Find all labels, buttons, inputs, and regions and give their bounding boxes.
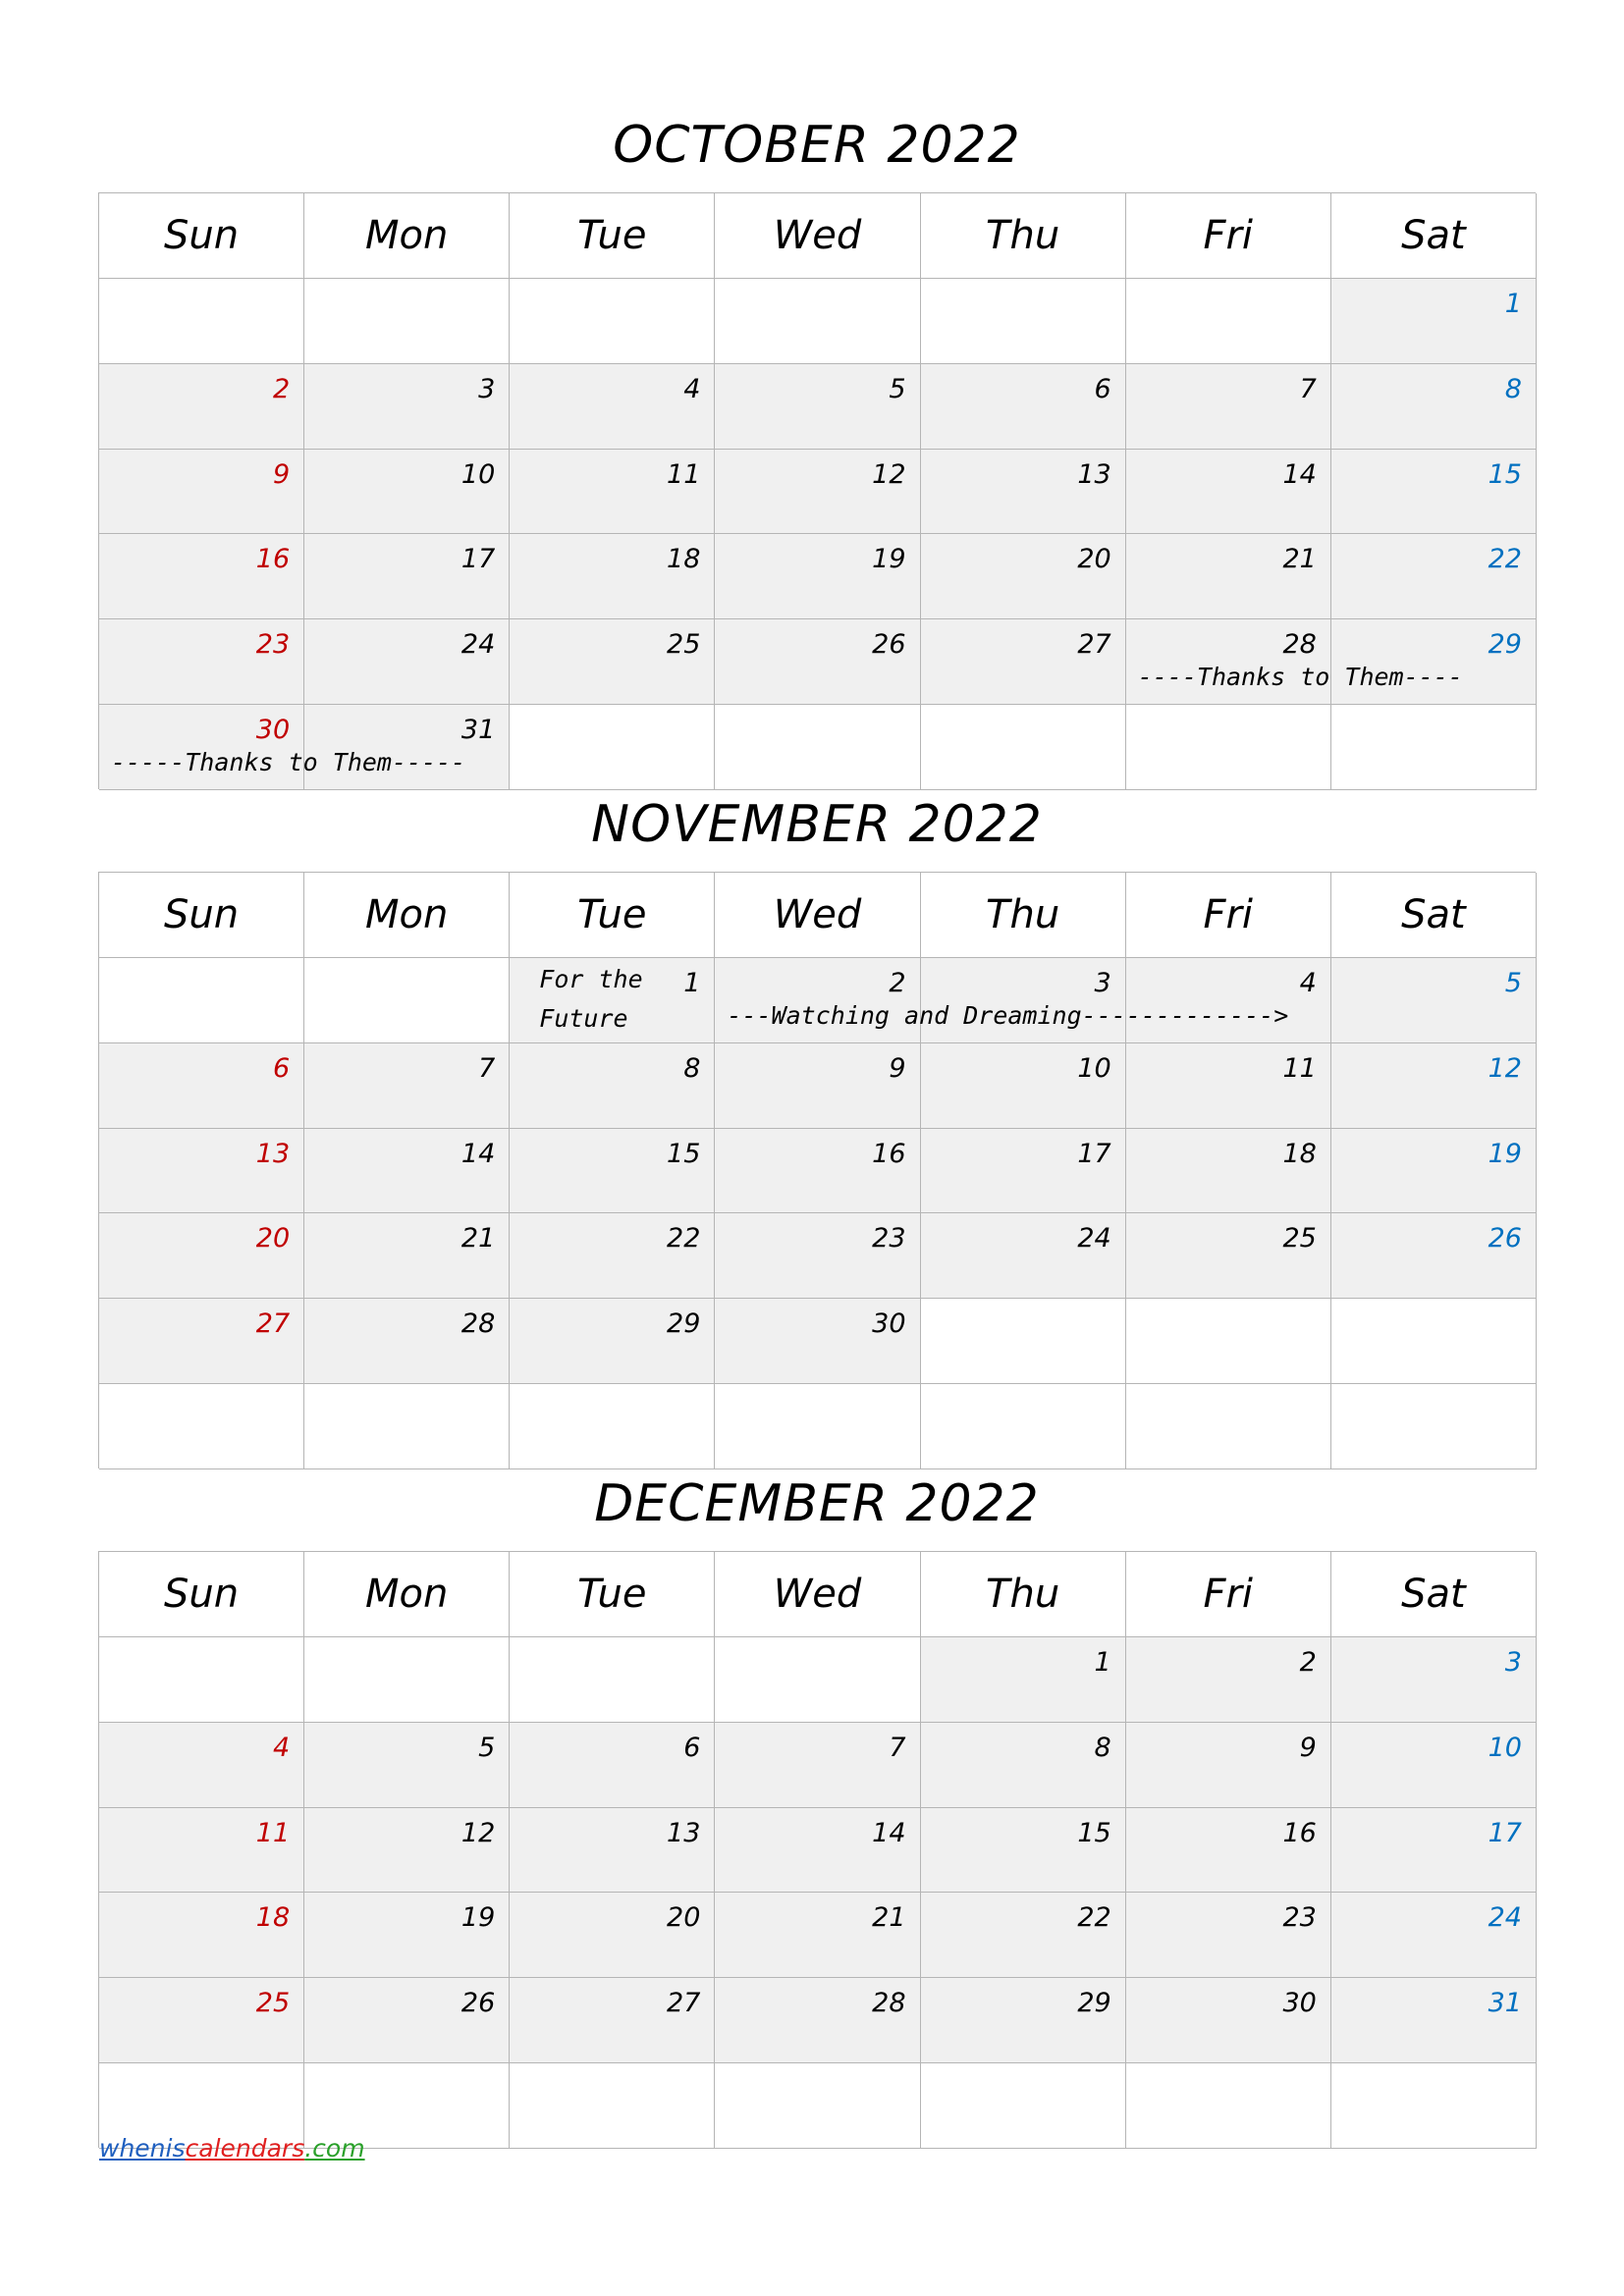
weekday-header-sat: Sat xyxy=(1331,1552,1537,1637)
month-title: DECEMBER 2022 xyxy=(594,1474,1040,1533)
day-number: 7 xyxy=(1299,373,1317,404)
day-cell[interactable] xyxy=(510,1808,715,1894)
day-cell[interactable] xyxy=(99,1978,304,2063)
day-cell[interactable] xyxy=(1331,1808,1537,1894)
day-cell[interactable] xyxy=(304,1129,510,1214)
month-grid xyxy=(98,1551,1536,2148)
day-cell[interactable] xyxy=(715,279,920,364)
day-cell[interactable] xyxy=(510,1043,715,1129)
day-number: 4 xyxy=(683,373,701,404)
day-cell[interactable] xyxy=(510,705,715,790)
day-cell[interactable] xyxy=(99,279,304,364)
weekday-header-fri: Fri xyxy=(1126,193,1331,279)
month-title: NOVEMBER 2022 xyxy=(591,795,1043,854)
day-cell[interactable] xyxy=(510,1129,715,1214)
day-number: 7 xyxy=(889,1732,906,1763)
day-cell[interactable] xyxy=(921,1893,1126,1978)
day-cell[interactable] xyxy=(304,1213,510,1299)
day-number: 11 xyxy=(1282,1052,1317,1084)
day-cell[interactable] xyxy=(99,1893,304,1978)
day-cell[interactable] xyxy=(1126,450,1331,535)
day-cell[interactable] xyxy=(304,1893,510,1978)
day-number: 5 xyxy=(478,1732,496,1763)
day-number: 26 xyxy=(1488,1223,1522,1255)
day-cell[interactable] xyxy=(1331,279,1537,364)
day-cell[interactable] xyxy=(1331,1978,1537,2063)
day-number: 16 xyxy=(255,544,291,575)
day-number: 24 xyxy=(1077,1223,1111,1255)
day-cell[interactable] xyxy=(1126,1299,1331,1384)
day-number: 3 xyxy=(1504,1647,1522,1678)
day-number: 14 xyxy=(872,1817,906,1848)
day-cell[interactable] xyxy=(921,1213,1126,1299)
day-cell[interactable] xyxy=(715,1043,920,1129)
weekday-header-sat: Sat xyxy=(1331,193,1537,279)
day-cell[interactable] xyxy=(304,1384,510,1469)
day-number: 26 xyxy=(872,629,906,661)
day-number: 23 xyxy=(1282,1902,1317,1934)
day-number: 7 xyxy=(478,1052,496,1084)
day-number: 13 xyxy=(667,1817,701,1848)
day-cell[interactable] xyxy=(304,279,510,364)
day-number: 8 xyxy=(1504,373,1522,404)
day-number: 2 xyxy=(1299,1647,1317,1678)
day-cell[interactable] xyxy=(99,450,304,535)
day-number: 24 xyxy=(1488,1902,1522,1934)
day-number: 18 xyxy=(255,1902,291,1934)
weekday-header-wed: Wed xyxy=(715,193,920,279)
day-number: 12 xyxy=(872,458,906,490)
day-cell[interactable] xyxy=(304,364,510,450)
day-cell[interactable] xyxy=(1331,1299,1537,1384)
day-number: 6 xyxy=(683,1732,701,1763)
day-cell[interactable] xyxy=(715,1978,920,2063)
day-cell[interactable] xyxy=(715,450,920,535)
day-cell[interactable] xyxy=(304,958,510,1043)
day-cell[interactable] xyxy=(921,1043,1126,1129)
day-number: 10 xyxy=(1488,1732,1522,1763)
day-cell[interactable] xyxy=(510,364,715,450)
day-number: 13 xyxy=(255,1138,291,1169)
day-number: 21 xyxy=(872,1902,906,1934)
day-number: 5 xyxy=(889,373,906,404)
day-cell[interactable] xyxy=(1126,534,1331,619)
day-number: 19 xyxy=(460,1902,496,1934)
day-cell[interactable] xyxy=(99,1213,304,1299)
day-cell[interactable] xyxy=(510,1723,715,1808)
day-cell[interactable] xyxy=(715,1299,920,1384)
weekday-header-mon: Mon xyxy=(304,1552,510,1637)
day-cell[interactable] xyxy=(1126,364,1331,450)
month-grid xyxy=(98,192,1536,789)
day-cell[interactable] xyxy=(921,1978,1126,2063)
day-number: 27 xyxy=(255,1308,291,1340)
day-number: 8 xyxy=(1094,1732,1111,1763)
day-cell[interactable] xyxy=(1331,1723,1537,1808)
day-number: 2 xyxy=(272,373,291,404)
day-number: 27 xyxy=(1077,629,1111,661)
day-cell[interactable] xyxy=(1331,1893,1537,1978)
day-cell[interactable] xyxy=(99,1808,304,1894)
day-cell[interactable] xyxy=(99,1384,304,1469)
day-cell[interactable] xyxy=(921,1129,1126,1214)
day-number: 12 xyxy=(460,1817,496,1848)
day-number: 30 xyxy=(1282,1988,1317,2019)
day-number: 9 xyxy=(889,1052,906,1084)
day-number: 2 xyxy=(889,968,906,998)
month-title: OCTOBER 2022 xyxy=(613,116,1021,175)
day-number: 29 xyxy=(667,1308,701,1340)
day-cell[interactable] xyxy=(715,1893,920,1978)
day-number: 20 xyxy=(667,1902,701,1934)
day-number: 20 xyxy=(255,1223,291,1255)
day-cell[interactable] xyxy=(510,1978,715,2063)
day-cell[interactable] xyxy=(921,279,1126,364)
day-number: 15 xyxy=(1488,458,1522,490)
day-number: 19 xyxy=(1488,1138,1522,1169)
day-cell[interactable] xyxy=(1126,1384,1331,1469)
day-cell[interactable] xyxy=(304,1043,510,1129)
day-cell[interactable] xyxy=(921,1808,1126,1894)
day-cell[interactable] xyxy=(99,1637,304,1723)
day-number: 4 xyxy=(1299,968,1317,998)
day-cell[interactable] xyxy=(715,1723,920,1808)
day-cell[interactable] xyxy=(1331,364,1537,450)
day-cell[interactable] xyxy=(304,1299,510,1384)
day-number: 27 xyxy=(667,1988,701,2019)
day-cell[interactable] xyxy=(1331,1213,1537,1299)
day-cell[interactable] xyxy=(715,534,920,619)
day-number: 22 xyxy=(667,1223,701,1255)
day-cell[interactable] xyxy=(1331,2063,1537,2149)
day-number: 8 xyxy=(683,1052,701,1084)
day-number: 6 xyxy=(1094,373,1111,404)
day-cell[interactable] xyxy=(1126,1213,1331,1299)
day-number: 9 xyxy=(1299,1732,1317,1763)
weekday-header-thu: Thu xyxy=(921,1552,1126,1637)
day-cell[interactable] xyxy=(99,619,304,705)
site-link[interactable] xyxy=(99,2134,365,2163)
day-cell[interactable] xyxy=(510,619,715,705)
day-number: 1 xyxy=(1094,1647,1111,1678)
weekday-header-fri: Fri xyxy=(1126,873,1331,958)
weekday-header-thu: Thu xyxy=(921,193,1126,279)
day-number: 19 xyxy=(872,544,906,575)
day-number: 23 xyxy=(255,629,291,661)
day-number: 21 xyxy=(1282,544,1317,575)
day-cell[interactable] xyxy=(1126,1978,1331,2063)
day-cell[interactable] xyxy=(921,364,1126,450)
day-cell[interactable] xyxy=(510,2063,715,2149)
weekday-header-sun: Sun xyxy=(99,193,304,279)
day-cell[interactable] xyxy=(1331,534,1537,619)
weekday-header-tue: Tue xyxy=(510,193,715,279)
day-cell[interactable] xyxy=(715,1129,920,1214)
day-cell[interactable] xyxy=(1126,279,1331,364)
day-number: 4 xyxy=(272,1732,291,1763)
day-cell[interactable] xyxy=(921,1637,1126,1723)
weekday-header-mon: Mon xyxy=(304,193,510,279)
day-cell[interactable] xyxy=(304,619,510,705)
day-cell[interactable] xyxy=(304,1978,510,2063)
day-number: 1 xyxy=(683,968,701,998)
calendar-note: For the Future xyxy=(539,965,643,1033)
day-number: 25 xyxy=(1282,1223,1317,1255)
day-cell[interactable] xyxy=(510,1384,715,1469)
day-cell[interactable] xyxy=(1331,1043,1537,1129)
day-number: 5 xyxy=(1504,968,1522,998)
day-number: 14 xyxy=(460,1138,496,1169)
day-cell[interactable] xyxy=(510,279,715,364)
day-number: 17 xyxy=(1488,1817,1522,1848)
day-cell[interactable] xyxy=(921,619,1126,705)
month-grid xyxy=(98,872,1536,1468)
day-cell[interactable] xyxy=(921,2063,1126,2149)
day-cell[interactable] xyxy=(304,1723,510,1808)
weekday-header-mon: Mon xyxy=(304,873,510,958)
day-cell[interactable] xyxy=(99,534,304,619)
weekday-header-wed: Wed xyxy=(715,1552,920,1637)
day-cell[interactable] xyxy=(1331,1384,1537,1469)
day-cell[interactable] xyxy=(715,705,920,790)
weekday-header-tue: Tue xyxy=(510,1552,715,1637)
site-link-part: .com xyxy=(304,2134,365,2163)
day-cell[interactable] xyxy=(1126,705,1331,790)
day-number: 25 xyxy=(667,629,701,661)
day-cell[interactable] xyxy=(99,1723,304,1808)
day-cell[interactable] xyxy=(510,1299,715,1384)
day-number: 30 xyxy=(255,715,291,745)
site-link-part: calendars xyxy=(185,2134,305,2163)
day-number: 26 xyxy=(460,1988,496,2019)
day-cell[interactable] xyxy=(1331,705,1537,790)
day-cell[interactable] xyxy=(1126,1043,1331,1129)
day-cell[interactable] xyxy=(715,1213,920,1299)
day-cell[interactable] xyxy=(304,534,510,619)
day-number: 17 xyxy=(460,544,496,575)
day-cell[interactable] xyxy=(510,450,715,535)
day-number: 10 xyxy=(1077,1052,1111,1084)
day-cell[interactable] xyxy=(921,450,1126,535)
day-cell[interactable] xyxy=(715,1637,920,1723)
day-number: 10 xyxy=(460,458,496,490)
day-cell[interactable] xyxy=(99,364,304,450)
day-cell[interactable] xyxy=(99,1299,304,1384)
day-number: 15 xyxy=(667,1138,701,1169)
day-cell[interactable] xyxy=(1126,1723,1331,1808)
calendar-note: ---Watching and Dreaming-------------> xyxy=(727,1001,1289,1030)
day-number: 23 xyxy=(872,1223,906,1255)
day-cell[interactable] xyxy=(510,1213,715,1299)
day-number: 28 xyxy=(1282,629,1317,661)
day-number: 22 xyxy=(1488,544,1522,575)
day-number: 1 xyxy=(1504,289,1522,319)
day-cell[interactable] xyxy=(921,705,1126,790)
day-number: 11 xyxy=(255,1817,291,1848)
day-cell[interactable] xyxy=(1331,1637,1537,1723)
weekday-header-sun: Sun xyxy=(99,873,304,958)
day-number: 22 xyxy=(1077,1902,1111,1934)
day-cell[interactable] xyxy=(921,1384,1126,1469)
day-number: 28 xyxy=(460,1308,496,1340)
day-number: 25 xyxy=(255,1988,291,2019)
calendar-note: -----Thanks to Them----- xyxy=(111,748,466,776)
day-number: 18 xyxy=(1282,1138,1317,1169)
day-cell[interactable] xyxy=(715,619,920,705)
day-cell[interactable] xyxy=(921,1723,1126,1808)
day-number: 28 xyxy=(872,1988,906,2019)
site-link-part: whenis xyxy=(99,2134,186,2163)
day-cell[interactable] xyxy=(99,1129,304,1214)
day-cell[interactable] xyxy=(1126,1637,1331,1723)
day-number: 20 xyxy=(1077,544,1111,575)
weekday-header-fri: Fri xyxy=(1126,1552,1331,1637)
day-cell[interactable] xyxy=(304,1637,510,1723)
day-cell[interactable] xyxy=(1126,1129,1331,1214)
weekday-header-sat: Sat xyxy=(1331,873,1537,958)
day-number: 9 xyxy=(272,458,291,490)
day-number: 21 xyxy=(460,1223,496,1255)
day-number: 29 xyxy=(1077,1988,1111,2019)
day-number: 3 xyxy=(478,373,496,404)
day-number: 14 xyxy=(1282,458,1317,490)
day-cell[interactable] xyxy=(304,1808,510,1894)
weekday-header-sun: Sun xyxy=(99,1552,304,1637)
day-cell[interactable] xyxy=(921,1299,1126,1384)
weekday-header-thu: Thu xyxy=(921,873,1126,958)
day-cell[interactable] xyxy=(510,1637,715,1723)
calendar-note: ----Thanks to Them---- xyxy=(1137,663,1463,692)
day-number: 24 xyxy=(460,629,496,661)
day-number: 29 xyxy=(1488,629,1522,661)
day-number: 15 xyxy=(1077,1817,1111,1848)
day-cell[interactable] xyxy=(715,1808,920,1894)
day-number: 18 xyxy=(667,544,701,575)
weekday-header-wed: Wed xyxy=(715,873,920,958)
weekday-header-tue: Tue xyxy=(510,873,715,958)
day-number: 17 xyxy=(1077,1138,1111,1169)
day-number: 13 xyxy=(1077,458,1111,490)
day-cell[interactable] xyxy=(1331,958,1537,1043)
day-number: 31 xyxy=(460,715,496,745)
day-cell[interactable] xyxy=(715,364,920,450)
day-cell[interactable] xyxy=(1126,1893,1331,1978)
day-cell[interactable] xyxy=(510,1893,715,1978)
day-number: 11 xyxy=(667,458,701,490)
day-cell[interactable] xyxy=(304,450,510,535)
day-number: 16 xyxy=(1282,1817,1317,1848)
day-number: 31 xyxy=(1488,1988,1522,2019)
day-cell[interactable] xyxy=(510,534,715,619)
day-cell[interactable] xyxy=(921,534,1126,619)
day-cell[interactable] xyxy=(715,2063,920,2149)
day-cell[interactable] xyxy=(1331,450,1537,535)
day-cell[interactable] xyxy=(1126,2063,1331,2149)
day-number: 6 xyxy=(272,1052,291,1084)
day-cell[interactable] xyxy=(99,958,304,1043)
day-number: 12 xyxy=(1488,1052,1522,1084)
day-number: 30 xyxy=(872,1308,906,1340)
day-cell[interactable] xyxy=(715,1384,920,1469)
day-cell[interactable] xyxy=(1331,1129,1537,1214)
day-cell[interactable] xyxy=(1126,1808,1331,1894)
day-number: 16 xyxy=(872,1138,906,1169)
day-number: 3 xyxy=(1094,968,1111,998)
day-cell[interactable] xyxy=(99,1043,304,1129)
